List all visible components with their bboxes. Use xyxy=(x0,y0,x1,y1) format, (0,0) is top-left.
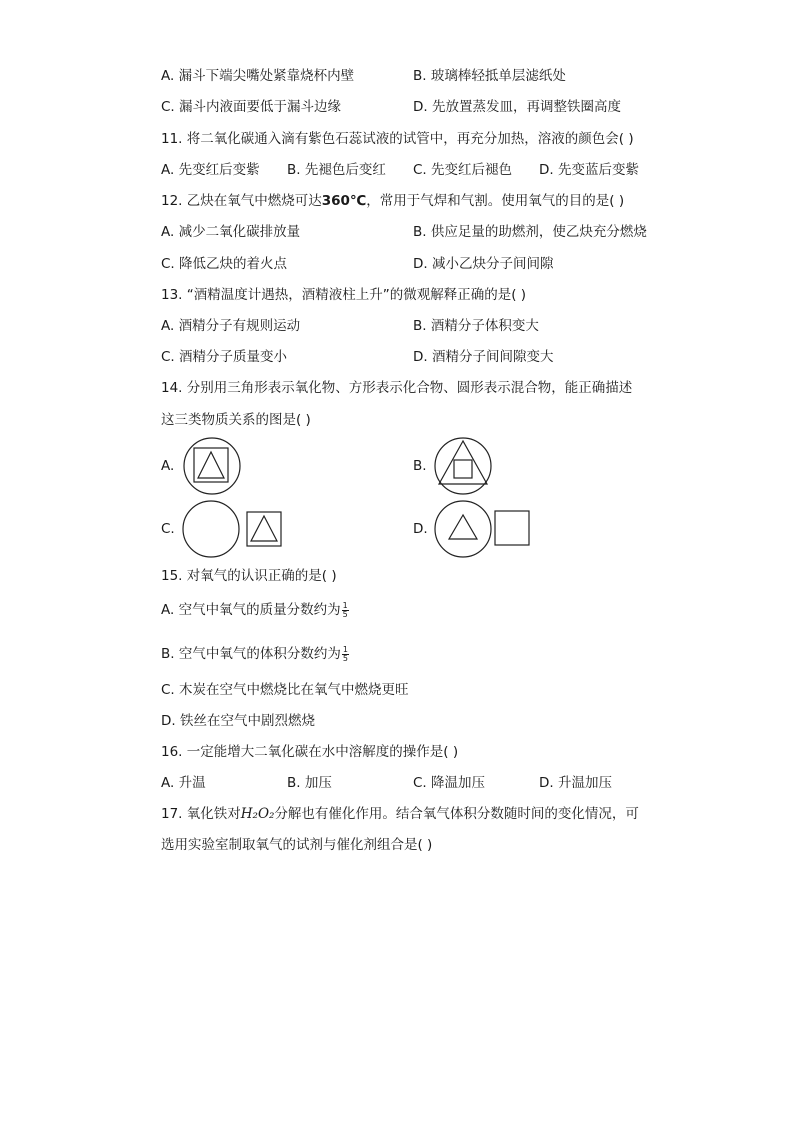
q12-stem xyxy=(161,192,624,210)
q15-option-a xyxy=(161,601,349,619)
q15-stem: 15. 对氧气的认识正确的是( ) xyxy=(161,568,337,584)
q11-option-d: D. 先变蓝后变紫 xyxy=(539,162,639,178)
q14-option-b-label: B. xyxy=(413,458,427,474)
q13-option-b: B. 酒精分子体积变大 xyxy=(413,318,539,334)
q14-c-triangle-shape xyxy=(251,516,277,541)
q16-stem: 16. 一定能增大二氧化碳在水中溶解度的操作是( ) xyxy=(161,744,459,760)
q14-figure-c xyxy=(181,499,285,559)
q15-option-b-fraction xyxy=(342,646,349,663)
q14-stem-line1: 14. 分别用三角形表示氧化物、方形表示化合物、圆形表示混合物，能正确描述 xyxy=(161,380,633,396)
q15-option-b-text: B. 空气中氧气的体积分数约为 xyxy=(161,646,341,662)
q14-figure-a xyxy=(182,436,242,496)
q12-stem-post: ，常用于气焊和气割。使用氧气的目的是( ) xyxy=(366,193,625,209)
q10-option-b: B. 玻璃棒轻抵单层滤纸处 xyxy=(413,68,566,84)
q16-option-d: D. 升温加压 xyxy=(539,775,612,791)
q17-stem-line2: 选用实验室制取氧气的试剂与催化剂组合是( ) xyxy=(161,837,433,853)
q15-option-b xyxy=(161,645,349,663)
q12-stem-pre: 12. 乙炔在氧气中燃烧可达 xyxy=(161,193,322,209)
q14-c-circle-shape xyxy=(183,501,239,557)
q12-option-d: D. 减小乙炔分子间间隙 xyxy=(413,256,554,272)
q12-option-c: C. 降低乙炔的着火点 xyxy=(161,256,288,272)
q15-option-a-text: A. 空气中氧气的质量分数约为 xyxy=(161,602,341,618)
q11-option-c: C. 先变红后褪色 xyxy=(413,162,513,178)
fraction-numerator: 1 xyxy=(342,600,348,610)
fraction-numerator: 1 xyxy=(342,644,348,654)
q13-stem: 13. “酒精温度计遇热，酒精液柱上升”的微观解释正确的是( ) xyxy=(161,287,527,303)
q14-option-c-label: C. xyxy=(161,521,175,537)
q17-stem-pre: 17. 氧化铁对 xyxy=(161,806,241,822)
q10-option-a: A. 漏斗下端尖嘴处紧靠烧杯内壁 xyxy=(161,68,355,84)
q12-stem-temperature: 360℃ xyxy=(321,193,367,209)
q17-stem-post: 分解也有催化作用。结合氧气体积分数随时间的变化情况，可 xyxy=(274,806,639,822)
q14-a-circle-shape xyxy=(184,438,240,494)
q14-b-square-shape xyxy=(454,460,472,478)
q13-option-d: D. 酒精分子间间隙变大 xyxy=(413,349,554,365)
q16-option-b: B. 加压 xyxy=(287,775,332,791)
q11-option-a: A. 先变红后变紫 xyxy=(161,162,260,178)
q12-option-a: A. 减少二氧化碳排放量 xyxy=(161,224,301,240)
q15-option-c: C. 木炭在空气中燃烧比在氧气中燃烧更旺 xyxy=(161,682,409,698)
q16-option-c: C. 降温加压 xyxy=(413,775,486,791)
fraction-denominator: 5 xyxy=(342,653,348,663)
q10-option-d: D. 先放置蒸发皿，再调整铁圈高度 xyxy=(413,99,621,115)
q13-option-a: A. 酒精分子有规则运动 xyxy=(161,318,301,334)
q14-figure-d xyxy=(433,499,533,559)
q11-option-b: B. 先褪色后变红 xyxy=(287,162,386,178)
fraction-denominator: 5 xyxy=(342,609,348,619)
q17-stem-line1 xyxy=(161,805,639,823)
q14-d-circle-shape xyxy=(435,501,491,557)
q10-option-c: C. 漏斗内液面要低于漏斗边缘 xyxy=(161,99,342,115)
q14-d-square-shape xyxy=(495,511,529,545)
q11-stem: 11. 将二氧化碳通入滴有紫色石蕊试液的试管中，再充分加热，溶液的颜色会( ) xyxy=(161,131,634,147)
q16-option-a: A. 升温 xyxy=(161,775,206,791)
q14-option-d-label: D. xyxy=(413,521,428,537)
q14-b-circle-shape xyxy=(435,438,491,494)
q15-option-d: D. 铁丝在空气中剧烈燃烧 xyxy=(161,713,315,729)
q12-option-b: B. 供应足量的助燃剂，使乙炔充分燃烧 xyxy=(413,224,647,240)
q14-d-triangle-shape xyxy=(449,515,477,539)
q14-a-triangle-shape xyxy=(198,452,224,478)
q14-stem-line2: 这三类物质关系的图是( ) xyxy=(161,412,311,428)
q13-option-c: C. 酒精分子质量变小 xyxy=(161,349,288,365)
q14-figure-b xyxy=(433,436,493,496)
q14-option-a-label: A. xyxy=(161,458,175,474)
q17-formula: H₂O₂ xyxy=(240,806,275,822)
q15-option-a-fraction xyxy=(342,602,349,619)
